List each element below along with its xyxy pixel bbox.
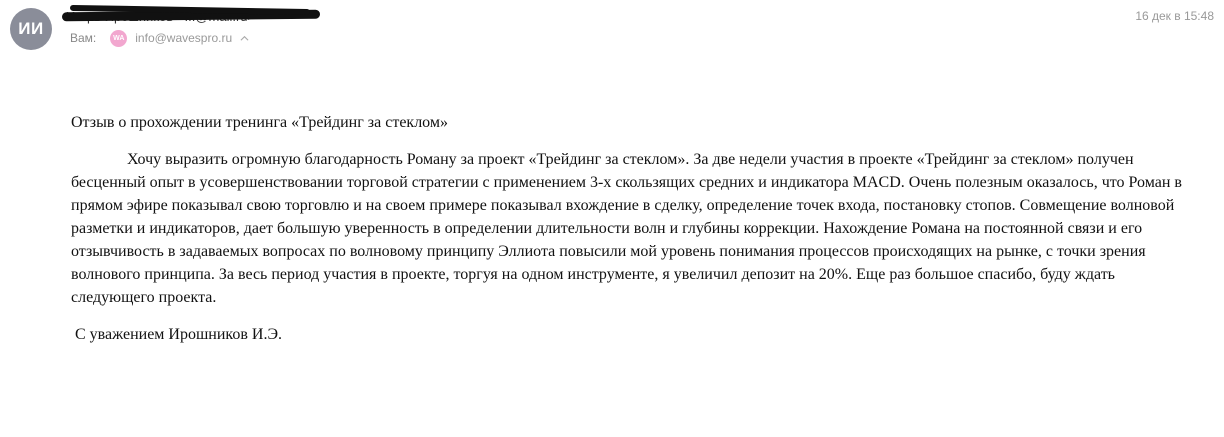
message-date: 16 дек в 15:48 [1135, 9, 1214, 23]
message-paragraph: Хочу выразить огромную благодарность Роману за проект «Трейдинг за стеклом». За две недели участия в проекте «Трейдинг за стеклом» получен бесценный опыт в усовершенствовании торговой стратегии с применением 3-х скользящих средних и индикатора MACD. Очень полезным оказалось, что Роман в прямом эфире показывал свою торговлю и на своем примере показывал вхождение в сделку, определение точек входа, постановку стопов. Совмещение волновой разметки и индикаторов, дает большую уверенность в определении длительности волн и глубины коррекции. Нахождение Романа на постоянной связи и его отзывчивость в задаваемых вопросах по волновому принципу Эллиота повысили мой уровень понимания процессов происходящих на рынке, с точки зрения волнового принципа. За весь период участия в проекте, торгуя на одном инструменте, я увеличил депозит на 20%. Еще раз большое спасибо, буду ждать следующего проекта. [71, 151, 1182, 306]
to-label: Вам: [70, 31, 97, 45]
sender-avatar[interactable]: ИИ [10, 8, 52, 50]
message-title: Отзыв о прохождении тренинга «Трейдинг за стеклом» [71, 114, 448, 131]
message-header [0, 0, 1224, 70]
recipient-email[interactable]: info@wavespro.ru [135, 31, 233, 45]
message-body [71, 111, 1201, 346]
message-signature: С уважением Ирошников И.Э. [75, 326, 283, 343]
recipient-avatar-icon: WA [110, 30, 127, 47]
chevron-up-icon[interactable] [240, 34, 249, 43]
recipients-row[interactable] [70, 29, 249, 47]
